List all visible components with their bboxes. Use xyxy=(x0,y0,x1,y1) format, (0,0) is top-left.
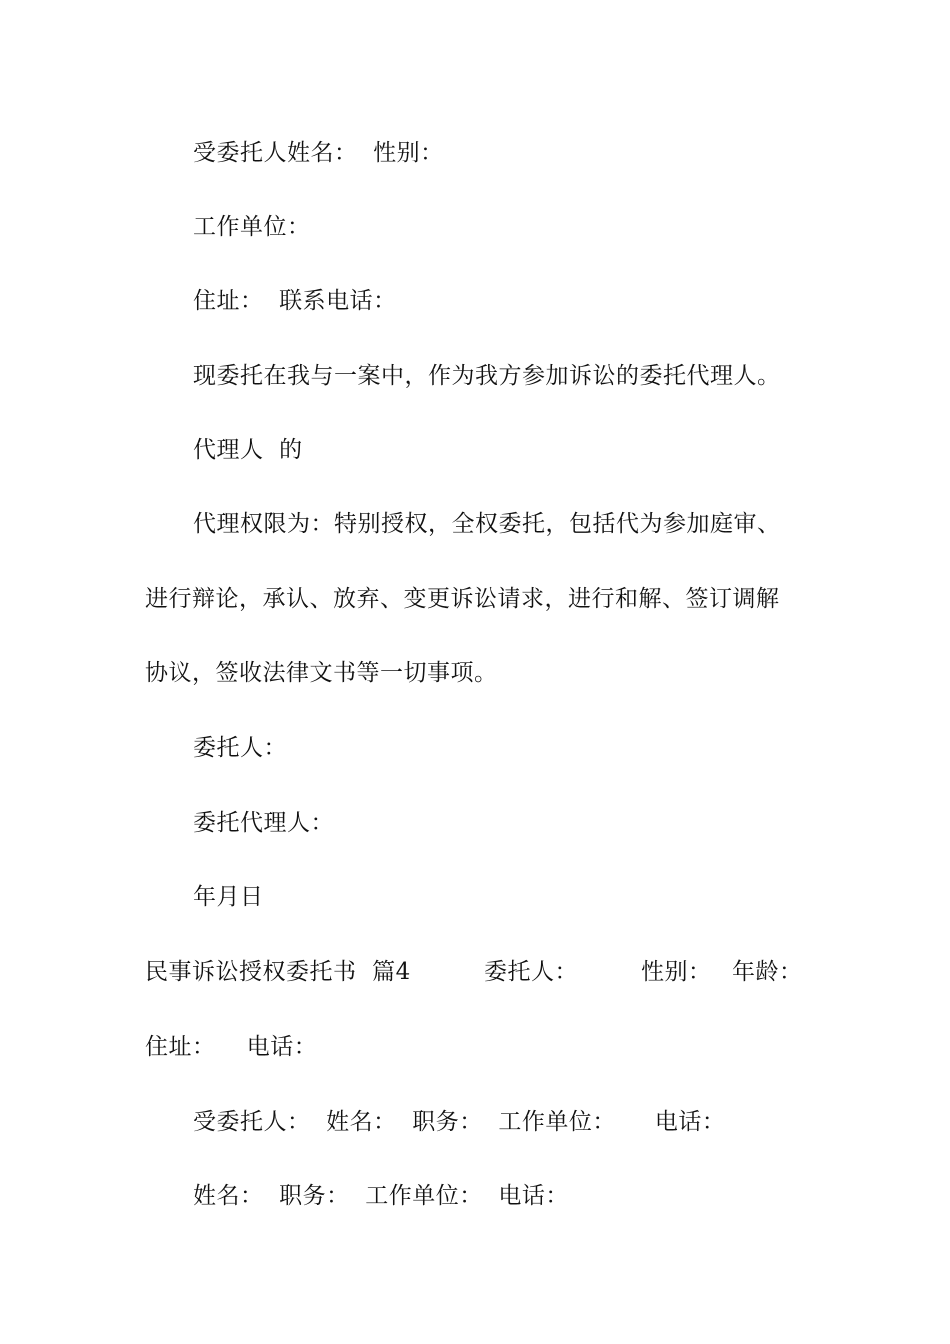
authority-paragraph-line-1: 代理权限为：特别授权，全权委托，包括代为参加庭审、 xyxy=(193,511,781,537)
section-4-agent-line-1: 受委托人： 姓名： 职务： 工作单位： 电话： xyxy=(193,1109,726,1135)
date-line: 年月日 xyxy=(193,884,264,910)
address-phone-line: 住址： 联系电话： xyxy=(193,288,397,314)
authority-paragraph-line-2: 进行辩论，承认、放弃、变更诉讼请求，进行和解、签订调解 xyxy=(145,586,780,612)
agent-name-gender-line: 受委托人姓名： 性别： xyxy=(193,140,444,166)
entrustment-statement: 现委托在我与一案中，作为我方参加诉讼的委托代理人。 xyxy=(193,363,781,389)
client-label: 委托人： xyxy=(484,959,578,985)
work-unit-line: 工作单位： xyxy=(193,214,311,240)
section-heading: 民事诉讼授权委托书 篇4 xyxy=(145,959,411,985)
age-label: 年龄： xyxy=(732,959,803,985)
authority-paragraph-line-3: 协议，签收法律文书等一切事项。 xyxy=(145,660,498,686)
section-4-header-line xyxy=(145,957,845,987)
client-signature-line: 委托人： xyxy=(193,735,287,761)
gender-label: 性别： xyxy=(641,959,712,985)
agent-line: 代理人 的 xyxy=(193,437,303,463)
agent-signature-line: 委托代理人： xyxy=(193,810,334,836)
section-4-address-phone-line: 住址： 电话： xyxy=(145,1034,318,1060)
section-4-agent-line-2: 姓名： 职务： 工作单位： 电话： xyxy=(193,1183,569,1209)
